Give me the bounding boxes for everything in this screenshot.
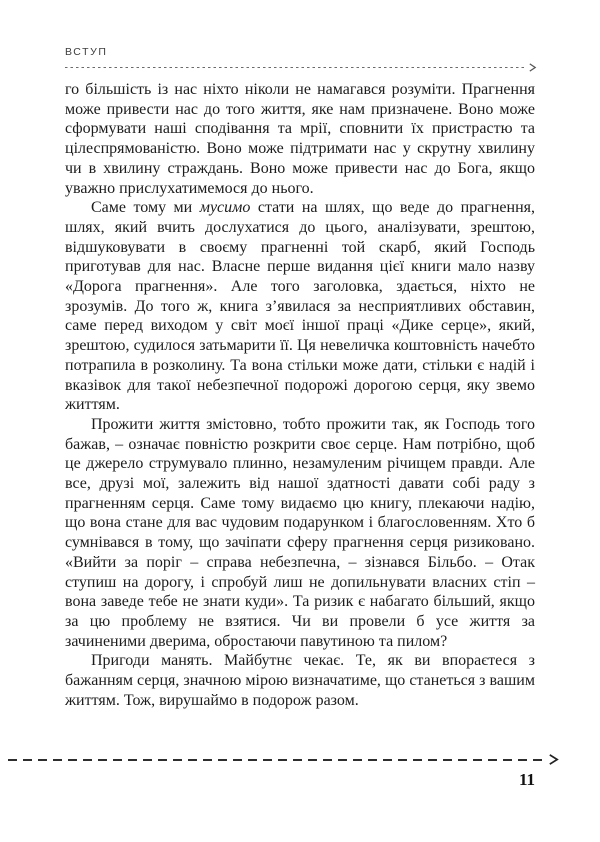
chapter-title: ВСТУП [65, 46, 108, 58]
page-header [65, 46, 537, 72]
paragraph [65, 80, 535, 198]
page-number: 11 [518, 770, 535, 789]
dashed-line [65, 67, 525, 68]
paragraph-text: стати на шлях, що веде до прагнення, шлях, який вчить дослухатися до цього, аналізувати, зрештою, відшуковувати в своєму прагненні той скарб, який Господь приготував для нас. Власне перше видання цієї книги мало назву «Дорога прагнення». Але того заголовка, здається, ніхто не зрозумів. До того ж, книга з’явилася за несприятливих обставин, саме перед виходом у світ моєї іншої праці «Дике серце», який, зрештою, судилося затьмарити її. Ця невеличка коштовність начебто потрапила в розколину. Та вона стільки може дати, стільки є надій і вказівок для такої небезпечної подорожі дорогою серця, яку звемо життям. [65, 199, 535, 414]
paragraph-text: го більшість із нас ніхто ніколи не намагався розуміти. Прагнення може привести нас до того життя, яке нам призначене. Воно може сформувати наші сподівання та мрії, сповнити їх пристрастю та цілеспрямованістю. Воно може підтримати нас у скрутну хвилину чи в хвилину страждань. Воно може привести нас до Бога, якщо уважно прислухатимемося до нього. [65, 81, 535, 197]
paragraph [65, 651, 535, 710]
header-divider [65, 63, 537, 72]
page-footer [0, 753, 600, 790]
paragraph-text: Саме тому ми [91, 199, 200, 217]
footer-divider [8, 753, 560, 766]
arrow-right-icon [547, 753, 560, 766]
paragraph-text: Прожити життя змістовно, тобто прожити так, як Господь того бажав, – означає повністю розкрити своє серце. Нам потрібно, щоб це джерело струмувало плинно, незамуленим річищем правди. Але все, друзі мої, залежить від нашої здатності давати собі раду з прагненням серця. Саме тому видаємо цю книгу, плекаючи надію, що вона стане для вас чудовим подарунком і благословенням. Хто б сумнівався в тому, що зачіпати сферу прагнення серця ризиковано. «Вийти за поріг – справа небезпечна, – зізнався Більбо. – Отак ступиш на дорогу, і спробуй лиш не допильнувати власних стіп – вона заведе тебе не знати куди». Та ризик є набагато більший, якщо за цю проблему не взятися. Чи ви провели б усе життя за зачиненими дверима, обростаючи павутиною та пилом? [65, 415, 535, 650]
dashed-line [8, 759, 544, 761]
arrow-right-icon [528, 63, 537, 72]
paragraph [65, 198, 535, 415]
page-body [65, 80, 535, 711]
paragraph-text: Пригоди манять. Майбутнє чекає. Те, як ви впораєтеся з бажанням серця, значною мірою визначатиме, що станеться з вашим життям. Тож, вирушаймо в подорож разом. [65, 652, 535, 709]
paragraph [65, 415, 535, 651]
emphasized-word: мусимо [199, 199, 251, 217]
